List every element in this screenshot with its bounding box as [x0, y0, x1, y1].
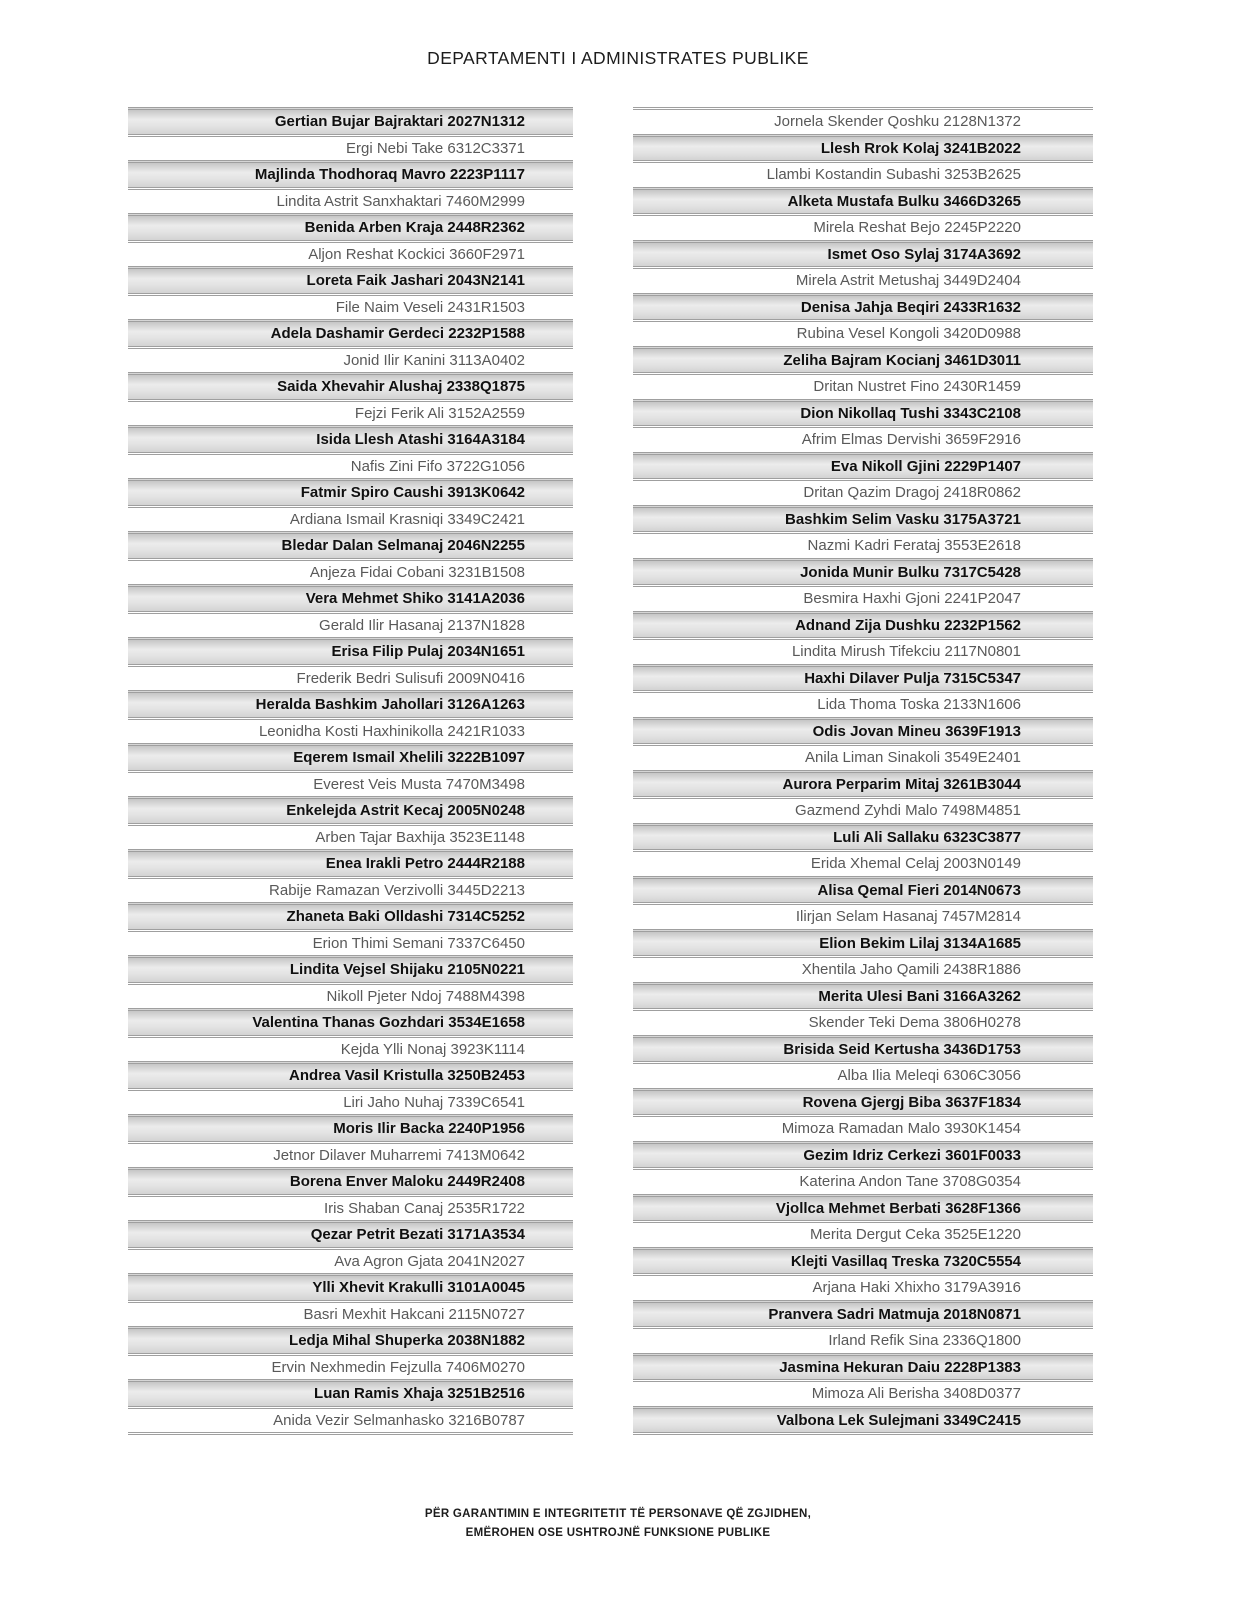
list-item: Lindita Mirush Tifekciu 2117N0801: [633, 637, 1093, 664]
list-item: Adnand Zija Dushku 2232P1562: [633, 611, 1093, 638]
list-item: Isida Llesh Atashi 3164A3184: [128, 425, 573, 452]
list-item: Lindita Astrit Sanxhaktari 7460M2999: [128, 187, 573, 214]
list-item: Frederik Bedri Sulisufi 2009N0416: [128, 664, 573, 691]
list-item: Brisida Seid Kertusha 3436D1753: [633, 1035, 1093, 1062]
list-item: Jasmina Hekuran Daiu 2228P1383: [633, 1353, 1093, 1380]
list-item: Lindita Vejsel Shijaku 2105N0221: [128, 955, 573, 982]
list-item: Arben Tajar Baxhija 3523E1148: [128, 823, 573, 850]
list-item: Denisa Jahja Beqiri 2433R1632: [633, 293, 1093, 320]
list-item: Luan Ramis Xhaja 3251B2516: [128, 1379, 573, 1406]
list-item: Nazmi Kadri Ferataj 3553E2618: [633, 531, 1093, 558]
list-item: Ismet Oso Sylaj 3174A3692: [633, 240, 1093, 267]
list-item: Fatmir Spiro Caushi 3913K0642: [128, 478, 573, 505]
list-item: Nikoll Pjeter Ndoj 7488M4398: [128, 982, 573, 1009]
list-item: Dritan Nustret Fino 2430R1459: [633, 372, 1093, 399]
list-item: Bashkim Selim Vasku 3175A3721: [633, 505, 1093, 532]
list-item: Eva Nikoll Gjini 2229P1407: [633, 452, 1093, 479]
list-item: Ledja Mihal Shuperka 2038N1882: [128, 1326, 573, 1353]
list-item: Haxhi Dilaver Pulja 7315C5347: [633, 664, 1093, 691]
list-item: Dritan Qazim Dragoj 2418R0862: [633, 478, 1093, 505]
list-item: Erisa Filip Pulaj 2034N1651: [128, 637, 573, 664]
list-item: Lida Thoma Toska 2133N1606: [633, 690, 1093, 717]
list-item: Rovena Gjergj Biba 3637F1834: [633, 1088, 1093, 1115]
list-item: Bledar Dalan Selmanaj 2046N2255: [128, 531, 573, 558]
footer-line-1: PËR GARANTIMIN E INTEGRITETIT TË PERSONAVE QË ZGJIDHEN,: [424, 1508, 812, 1520]
list-item: Iris Shaban Canaj 2535R1722: [128, 1194, 573, 1221]
list-item: Saida Xhevahir Alushaj 2338Q1875: [128, 372, 573, 399]
list-item: Jornela Skender Qoshku 2128N1372: [633, 107, 1093, 134]
list-item: Heralda Bashkim Jahollari 3126A1263: [128, 690, 573, 717]
list-item: Mimoza Ramadan Malo 3930K1454: [633, 1114, 1093, 1141]
list-item: Jonid Ilir Kanini 3113A0402: [128, 346, 573, 373]
list-item: Enea Irakli Petro 2444R2188: [128, 849, 573, 876]
list-item: Jetnor Dilaver Muharremi 7413M0642: [128, 1141, 573, 1168]
list-item: Leonidha Kosti Haxhinikolla 2421R1033: [128, 717, 573, 744]
list-item: Rubina Vesel Kongoli 3420D0988: [633, 319, 1093, 346]
list-item: Mirela Astrit Metushaj 3449D2404: [633, 266, 1093, 293]
list-item: Eqerem Ismail Xhelili 3222B1097: [128, 743, 573, 770]
list-item: Borena Enver Maloku 2449R2408: [128, 1167, 573, 1194]
list-item: Valentina Thanas Gozhdari 3534E1658: [128, 1008, 573, 1035]
list-item: Ilirjan Selam Hasanaj 7457M2814: [633, 902, 1093, 929]
list-item: Aljon Reshat Kockici 3660F2971: [128, 240, 573, 267]
name-list-left-column: [128, 107, 573, 1435]
list-item: Besmira Haxhi Gjoni 2241P2047: [633, 584, 1093, 611]
list-item: Gertian Bujar Bajraktari 2027N1312: [128, 107, 573, 134]
list-item: Ardiana Ismail Krasniqi 3349C2421: [128, 505, 573, 532]
list-item: Mimoza Ali Berisha 3408D0377: [633, 1379, 1093, 1406]
list-item: Vera Mehmet Shiko 3141A2036: [128, 584, 573, 611]
list-item: Kejda Ylli Nonaj 3923K1114: [128, 1035, 573, 1062]
list-item: Jonida Munir Bulku 7317C5428: [633, 558, 1093, 585]
list-item: Alketa Mustafa Bulku 3466D3265: [633, 187, 1093, 214]
list-item: Anila Liman Sinakoli 3549E2401: [633, 743, 1093, 770]
list-item: Aurora Perparim Mitaj 3261B3044: [633, 770, 1093, 797]
list-item: Ava Agron Gjata 2041N2027: [128, 1247, 573, 1274]
list-item: Erion Thimi Semani 7337C6450: [128, 929, 573, 956]
list-item: Zeliha Bajram Kocianj 3461D3011: [633, 346, 1093, 373]
list-item: Gezim Idriz Cerkezi 3601F0033: [633, 1141, 1093, 1168]
list-item: Mirela Reshat Bejo 2245P2220: [633, 213, 1093, 240]
list-item: Katerina Andon Tane 3708G0354: [633, 1167, 1093, 1194]
list-item: Moris Ilir Backa 2240P1956: [128, 1114, 573, 1141]
list-item: Rabije Ramazan Verzivolli 3445D2213: [128, 876, 573, 903]
list-item: File Naim Veseli 2431R1503: [128, 293, 573, 320]
list-item: Ergi Nebi Take 6312C3371: [128, 134, 573, 161]
list-item: Loreta Faik Jashari 2043N2141: [128, 266, 573, 293]
list-item: Llesh Rrok Kolaj 3241B2022: [633, 134, 1093, 161]
list-item: Alisa Qemal Fieri 2014N0673: [633, 876, 1093, 903]
list-item: Ylli Xhevit Krakulli 3101A0045: [128, 1273, 573, 1300]
list-item: Xhentila Jaho Qamili 2438R1886: [633, 955, 1093, 982]
list-item: Fejzi Ferik Ali 3152A2559: [128, 399, 573, 426]
list-item: Majlinda Thodhoraq Mavro 2223P1117: [128, 160, 573, 187]
list-item: Pranvera Sadri Matmuja 2018N0871: [633, 1300, 1093, 1327]
list-item: Zhaneta Baki Olldashi 7314C5252: [128, 902, 573, 929]
list-item: Merita Ulesi Bani 3166A3262: [633, 982, 1093, 1009]
list-item: Valbona Lek Sulejmani 3349C2415: [633, 1406, 1093, 1433]
list-item: Afrim Elmas Dervishi 3659F2916: [633, 425, 1093, 452]
list-item: Irland Refik Sina 2336Q1800: [633, 1326, 1093, 1353]
list-item: Anida Vezir Selmanhasko 3216B0787: [128, 1406, 573, 1433]
list-item: Llambi Kostandin Subashi 3253B2625: [633, 160, 1093, 187]
list-item: Gazmend Zyhdi Malo 7498M4851: [633, 796, 1093, 823]
list-item: Elion Bekim Lilaj 3134A1685: [633, 929, 1093, 956]
page-footer: [0, 1505, 1236, 1543]
list-item: Erida Xhemal Celaj 2003N0149: [633, 849, 1093, 876]
list-item: Klejti Vasillaq Treska 7320C5554: [633, 1247, 1093, 1274]
list-item: Alba Ilia Meleqi 6306C3056: [633, 1061, 1093, 1088]
list-item: Anjeza Fidai Cobani 3231B1508: [128, 558, 573, 585]
list-item: Ervin Nexhmedin Fejzulla 7406M0270: [128, 1353, 573, 1380]
name-list-right-column: [633, 107, 1093, 1435]
list-item: Arjana Haki Xhixho 3179A3916: [633, 1273, 1093, 1300]
list-item: Vjollca Mehmet Berbati 3628F1366: [633, 1194, 1093, 1221]
list-item: Odis Jovan Mineu 3639F1913: [633, 717, 1093, 744]
list-item: Dion Nikollaq Tushi 3343C2108: [633, 399, 1093, 426]
list-item: Luli Ali Sallaku 6323C3877: [633, 823, 1093, 850]
list-item: Gerald Ilir Hasanaj 2137N1828: [128, 611, 573, 638]
list-item: Skender Teki Dema 3806H0278: [633, 1008, 1093, 1035]
list-item: Enkelejda Astrit Kecaj 2005N0248: [128, 796, 573, 823]
list-item: Nafis Zini Fifo 3722G1056: [128, 452, 573, 479]
list-item: Qezar Petrit Bezati 3171A3534: [128, 1220, 573, 1247]
list-item: Adela Dashamir Gerdeci 2232P1588: [128, 319, 573, 346]
list-item: Andrea Vasil Kristulla 3250B2453: [128, 1061, 573, 1088]
list-item: Merita Dergut Ceka 3525E1220: [633, 1220, 1093, 1247]
list-item: Everest Veis Musta 7470M3498: [128, 770, 573, 797]
list-item: Benida Arben Kraja 2448R2362: [128, 213, 573, 240]
page-title: DEPARTAMENTI I ADMINISTRATES PUBLIKE: [427, 48, 809, 68]
footer-line-2: EMËROHEN OSE USHTROJNË FUNKSIONE PUBLIKE: [465, 1527, 771, 1539]
list-item: Basri Mexhit Hakcani 2115N0727: [128, 1300, 573, 1327]
list-item: Liri Jaho Nuhaj 7339C6541: [128, 1088, 573, 1115]
